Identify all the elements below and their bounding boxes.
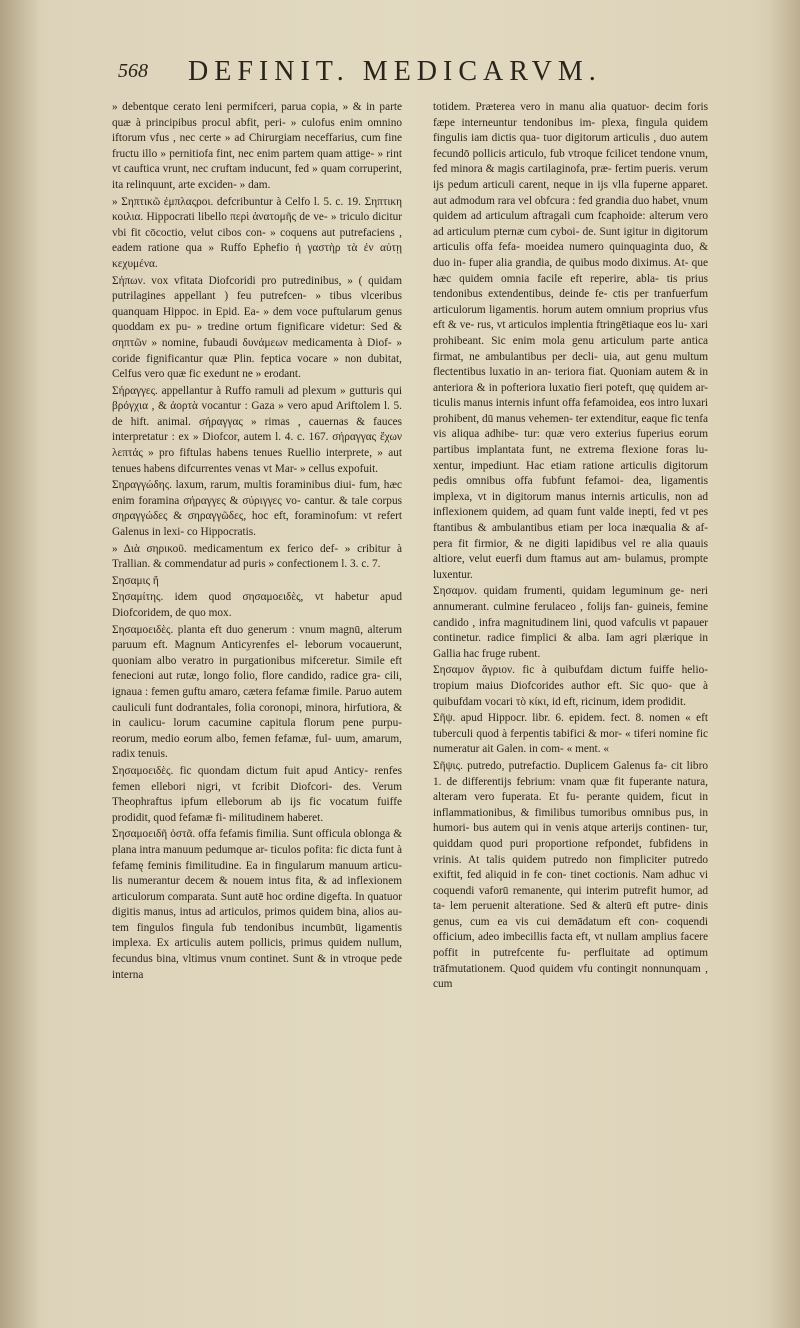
left-text-column <box>112 100 402 1270</box>
right-entry-3: Σησαμον ἄγριον. fic à quibufdam dictum fuiffe helio- tropium maius Diofcorides author eft. Sic quo- que à quibufdam vocari τὸ κίκι, id eft, ricinum, idem prodidit. <box>433 664 708 708</box>
left-entry-7: Σησαμις ἤ <box>112 574 159 587</box>
right-entry-5: Σῆψις. putredo, putrefactio. Duplicem Galenus fa- cit libro 1. de differentijs febrium: vnam quæ fit fuperante natura, alteram vero fuperata. Et fu- perante quidem, ficut in inflammationibus, & fimilibus tumoribus omnibus pus, in humori- bus autem qui in venis atque arterijs continen- tur, quiddam quod puri proportione refpondet, fubfidens in vrinis. At talis quidem putredo non fimpliciter putredo exiftit, fed aliquid in fe con- tinet coctionis. Nam adhuc vi coquendi vaforū remanente, qui interim putrefit humor, ad ta- lem peruenit alteratione. Sed & alterū eft putre- dinis genus, cum ea vis cui demādatum eft con- coquendi officium, adeo imbecillis facta eft, vt nullam amplius facere poffit in putrefcente fu- perfluitate ad optimum trāfmutationem. Quod quidem vfu contingit nonnunquam , cum <box>433 759 708 991</box>
page-number: 568 <box>118 60 148 82</box>
page-gutter-shadow <box>0 0 40 1328</box>
page-header <box>118 56 720 90</box>
left-entry-8: Σησαμίτης. idem quod σησαμοειδὲς, vt habetur apud Diofcoridem, de quo mox. <box>112 591 402 619</box>
left-entry-6: » Διὰ σηρικοῦ. medicamentum ex ferico def- » cribitur à Trallian. & commendatur ad puris » confectionem l. 3. c. 7. <box>112 542 402 571</box>
left-entry-1: » debentque cerato leni permifceri, parua copia, » & in parte quæ à principibus procul abfit, peri- » culofus enim omnino iftorum vfus , nec certe » ad Chirurgiam neceffarius, cum fine fructu illo » pernitiofa fint, nec enim partem quam attige- » rint vt cauftica vrunt, nec cruftam inducunt, fed » quam corruperint, ita relinquunt, arte exciden- » dam. <box>112 101 402 191</box>
left-entry-5: Σηραγγώδης. laxum, rarum, multis foraminibus diui- fum, hæc enim foramina σήραγγες & σύριγγες vo- cantur. & tale corpus σηραγγώδες & σηραγγῶδες, hoc eft, foraminofum: vt refert Galenus in lexi- co Hippocratis. <box>112 479 402 539</box>
left-entry-4: Σήραγγες. appellantur à Ruffo ramuli ad plexum » gutturis qui βρόγχια , & ἀορτὰ vocantur : Gaza » vero apud Ariftolem l. 5. de hift. animal. σήραγγας » rimas , cauernas & fauces interpretatur : ex » Diofcor, autem l. 4. c. 167. σήραγγας ἔχων λεπτάς » pro fiftulas habens tenues Ruellio interprete, » aut tenues habens difcurrentes venas vt Mar- » cellus expofuit. <box>112 384 402 475</box>
right-entry-1: totidem. Præterea vero in manu alia quatuor- decim foris fæpe interneuntur tendonibus im- plexa, fingula quidem fingulis iam dictis qua- tuor digitorum articulis , duo autem fecundō pollicis articulo, fub vtroque fcilicet tendone vnum, fed minora & magis cartilaginofa, præ- fertim pueris. verum ijs pedum articuli carent, neque in ijs vlla fuperne apparet. aut admodum rara vel obfcura : fed grandia duo habet, vnum quidem ad articulum aftragali cum fcaphoide: alterum vero ad articulum pternæ cum cyboi- de. Sunt igitur in digitorum articulis offa fefa- moeidea numero quinquaginta duo, & duo in- fuper alia grandia, de quibus modo diximus. At- que hæc quidem omnia facile eft reperire, abla- tis prius tendonibus extendentibus, deinde fe- ctis per tranfuerfum articulorum ligamentis. horum autem omnium proprius vfus eft & ve- rus, vt articulos implentia ftringētiaque eos lu- xari prohibeant. Sic enim mola genu articulum parte antica firmat, ne ambulantibus per decli- uia, aut genu multum flectentibus luxatio in an- teriora fiat. Quoniam autem & in anteriora & in pofteriora luxatio fieri poteft, quę quidem ar- ticulis manus internis infunt offa fefamoidea, eos intro luxari prohibent, dū manus vehemen- ter extenditur, eaque fic tenfa vis aliqua adhibe- tur: quæ vero exterius fuperius eorum partibus implantata funt, ne extrema flexione foras lu- xentur, impediunt. Hac etiam ratione articulis digitorum pedis omnibus offa fubfunt fefamoi- dea, ligamentis implexa, vt in digitorum manus internis articulis, non ad inflexionem quidem, ad quam funt valde inepti, fed vt pes ftantibus & ambulantibus etiam per loca inæqualia & af- pera fit firmior, & ne digiti lapidibus vel re alia quauis altiore, velut euerfi dum ftamus aut am- bulamus, prompte luxentur. <box>433 101 708 581</box>
left-entry-3: Σήπων. vox vfitata Diofcoridi pro putredinibus, » ( quidam putrilagines appellant ) feu putrefcen- » tibus vlceribus quanquam Hippoc. in Epid. Ea- » dem voce puftularum genus quoddam ex pu- » tredine ortum fignificare videtur: Sed & σηπτῶν » nomine, fubaudi δυνάμεων medicamenta à Diof- » coride fignificantur quæ Plin. feptica vocare » non dubitat, Celfus vero quæ fic exedunt ne » erodant. <box>112 274 402 381</box>
page-edge-shadow <box>770 0 800 1328</box>
running-title: DEFINIT. MEDICARVM. <box>188 56 602 87</box>
left-entry-11: Σησαμοειδῆ ὀστᾶ. offa fefamis fimilia. Sunt officula oblonga & plana intra manuum pedumque ar- ticulos pofita: fic dicta funt à fefamę feminis fimilitudine. Ea in fingularum manuum articu- lis numerantur decem & nouem intus fita, & ad inflexionem articulorum comparata. Sunt autē hoc ordine digefta. In quatuor digitis manus, intus ad articulos, primos quidem bina, alios au- tem fingulos fingula fub tendonibus incumbūt, ligamentis implexa. Ex articulis autem pollicis, primus quidem nullum, fecundus bina, vltimus vnum continet. Sunt & in vtroque pede interna <box>112 828 402 981</box>
right-entry-2: Σησαμον. quidam frumenti, quidam leguminum ge- neri annumerant. culmine ferulaceo , folijs fan- guineis, femine candido , infra magnitudinem lini, quod vafculis vt papauer continetur. radice fimplici & alba. Iam agri plærique in Gallia hac fruge rubent. <box>433 585 708 660</box>
left-entry-10: Σησαμοειδὲς. fic quondam dictum fuit apud Anticy- renfes femen ellebori nigri, vt fcribit Diofcori- des. Verum Theophraftus ipfum elleborum ab ijs fic vocatum fuiffe prodidit, quod fefamæ fi- militudinem haberet. <box>112 764 402 824</box>
right-entry-4: Σῆψ. apud Hippocr. libr. 6. epidem. fect. 8. nomen « eft tuberculi quod à ferpentis tabifici & mor- « tiferi nomine fic numeratur ait Galen. in com- « ment. « <box>433 712 708 756</box>
right-text-column <box>433 100 708 1270</box>
left-entry-2: » Σηπτικῶ ἐμπλαςροι. defcribuntur à Celfo l. 5. c. 19. Σηπτικη κοιλια. Hippocrati libello περὶ ἀνατομῆς de ve- » triculo dicitur vbi fit cōcoctio, velut cibos con- » coquens aut putrefaciens , eadem ratione qua » Ruffo Ephefio ἡ γαστὴρ τὰ ἐν αὐτῃ κεχυμένα. <box>112 195 402 270</box>
left-entry-9: Σησαμοειδὲς. planta eft duo generum : vnum magnū, alterum paruum eft. Magnum Anticyrenfes el- leborum vocauerunt, quoniam albo veratro in purgationibus mifceretur. Simile eft fenecioni aut rutæ, longo folio, flore candido, radice gra- cili, ignaua : femen guftu amaro, cætera fefamæ fimile. Paruo autem cauliculi funt dodrantales, folia coronopi, minora, hirfutiora, & in caulicu- lorum cacumine capitula florum pene purpu- reorum, medio eorum albo, femen fefamæ, ful- uum, amarum, radix tenuis. <box>112 623 402 761</box>
